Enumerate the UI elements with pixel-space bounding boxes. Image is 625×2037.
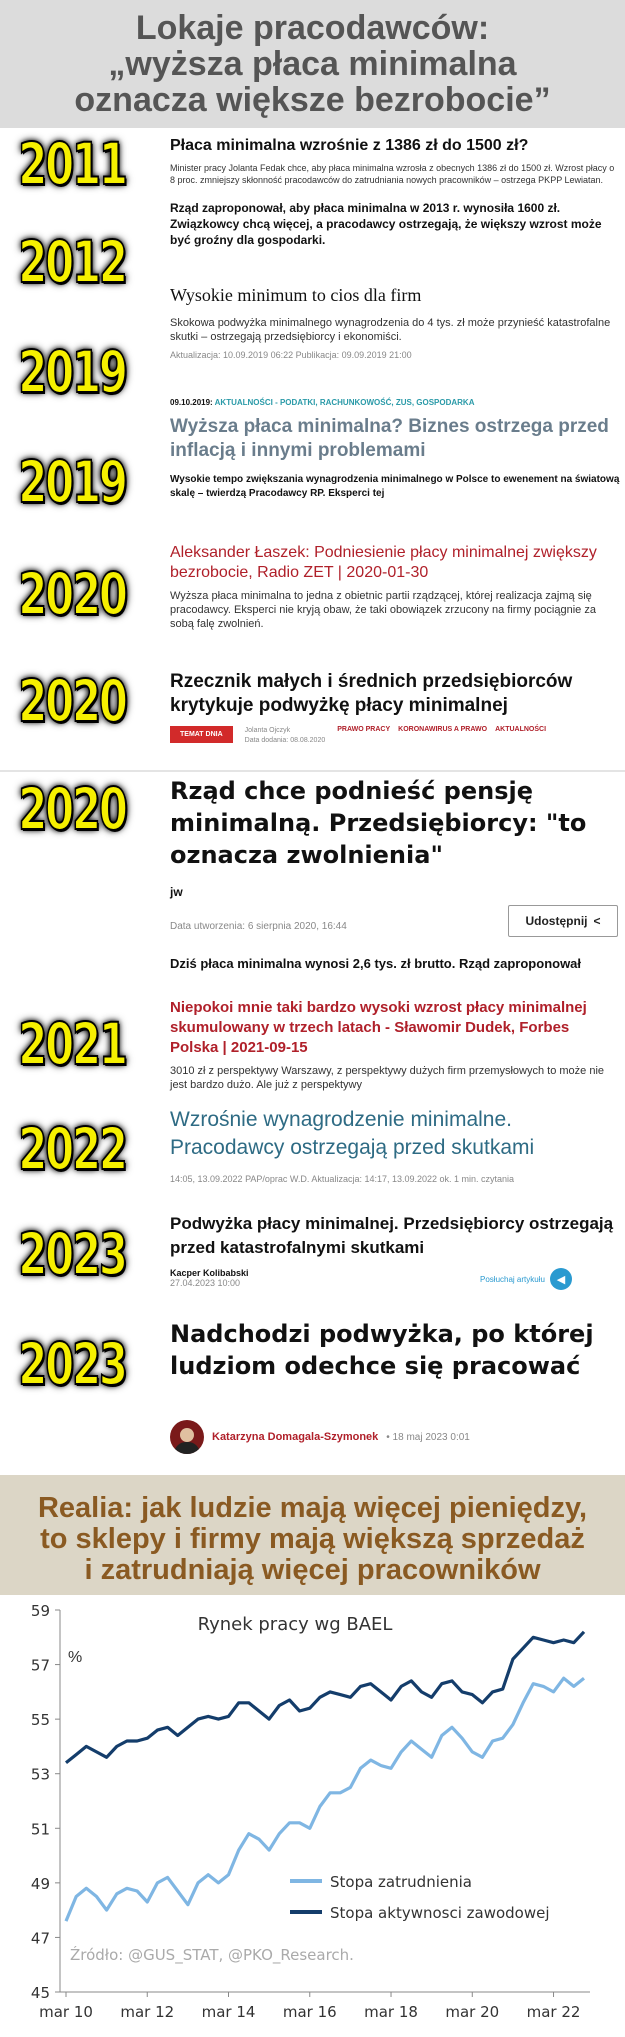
- y-tick-label: 53: [30, 1765, 50, 1784]
- tag-badge[interactable]: TEMAT DNIA: [170, 726, 233, 743]
- clip-2011: [170, 136, 620, 248]
- clip-headline: Płaca minimalna wzrośnie z 1386 zł do 1500 zł?: [170, 137, 529, 154]
- y-tick-label: 45: [30, 1984, 50, 2002]
- clip-lead: Rząd zaproponował, aby płaca minimalna w 2013 r. wynosiła 1600 zł. Związkowcy chcą więcej, a pracodawcy ostrzegają, że większy wzrost może być groźny dla gospodarki.: [170, 201, 602, 247]
- y-tick-label: 59: [30, 1602, 50, 1620]
- x-tick-label: mar 20: [445, 2003, 500, 2021]
- clip-date: Data dodania: 08.08.2020: [244, 737, 326, 744]
- reality-banner: [0, 1475, 625, 1595]
- clip-headline: Podwyżka płacy minimalnej. Przedsiębiorcy ostrzegają przed katastrofalnymi skutkami: [170, 1214, 614, 1257]
- clip-2020-zwolnienia: [170, 775, 620, 971]
- year-label: 2020: [18, 667, 126, 735]
- divider: [0, 770, 625, 772]
- chart-source: Źródło: @GUS_STAT, @PKO_Research.: [70, 1946, 354, 1964]
- clip-2021: [170, 998, 620, 1092]
- chart-unit: %: [68, 1649, 83, 1666]
- clip-headline: Rzecznik małych i średnich przedsiębiorców krytykuje podwyżkę płacy minimalnej: [170, 671, 573, 716]
- clip-headline: Wzrośnie wynagrodzenie minimalne. Pracodawcy ostrzegają przed skutkami: [170, 1108, 535, 1159]
- clip-2020-rzecznik: [170, 670, 620, 746]
- year-label: 2019: [18, 338, 126, 406]
- x-tick-label: mar 22: [526, 2003, 581, 2021]
- avatar: [170, 1420, 204, 1454]
- clip-meta: 14:05, 13.09.2022 PAP/oprac W.D. Aktualizacja: 14:17, 13.09.2022 ok. 1 min. czytania: [170, 1174, 515, 1184]
- year-label: 2019: [18, 448, 126, 516]
- top-title-line-3: oznacza większe bezrobocie”: [74, 81, 551, 119]
- clip-headline: Rząd chce podnieść pensję minimalną. Przedsiębiorcy: "to oznacza zwolnienia": [170, 777, 587, 869]
- chart-title: Rynek pracy wg BAEL: [197, 1614, 393, 1635]
- x-tick-label: mar 12: [120, 2003, 175, 2021]
- clip-author: jw: [170, 885, 183, 899]
- category-link[interactable]: PRAWO PRACY: [337, 726, 391, 733]
- category-link[interactable]: AKTUALNOŚCI: [495, 726, 547, 733]
- clip-headline: Niepokoi mnie taki bardzo wysoki wzrost płacy minimalnej skumulowany w trzech latach - Sławomir Dudek, Forbes Polska | 2021-09-15: [170, 999, 587, 1056]
- clip-2022: [170, 1106, 620, 1184]
- year-label: 2012: [18, 228, 126, 296]
- clip-headline: Wyższa płaca minimalna? Biznes ostrzega przed inflacją i innymi problemami: [170, 416, 609, 461]
- clip-author: Jolanta Ojczyk: [244, 727, 291, 734]
- year-label: 2022: [18, 1115, 126, 1183]
- clip-2023-domagala: [170, 1318, 620, 1454]
- year-label: 2020: [18, 560, 126, 628]
- speaker-icon: ◀: [550, 1268, 572, 1290]
- clip-date: Data utworzenia: 6 sierpnia 2020, 16:44: [170, 921, 347, 932]
- x-tick-label: mar 10: [39, 2003, 93, 2021]
- y-tick-label: 55: [30, 1711, 50, 1730]
- clip-author: Kacper Kolibabski: [170, 1268, 249, 1278]
- clip-lead: Dziś płaca minimalna wynosi 2,6 tys. zł brutto. Rząd zaproponował: [170, 956, 582, 971]
- reality-line-1: Realia: jak ludzie mają więcej pieniędzy,: [37, 1492, 588, 1524]
- clip-lead: Wysokie tempo zwiększania wynagrodzenia minimalnego w Polsce to ewenement na światową skalę – twierdzą Pracodawcy RP. Eksperci tej: [170, 474, 620, 499]
- top-title-banner: [0, 0, 625, 128]
- x-tick-label: mar 18: [364, 2003, 418, 2021]
- reality-line-3: i zatrudniają więcej pracowników: [84, 1554, 541, 1586]
- clip-headline: Aleksander Łaszek: Podniesienie płacy minimalnej zwiększy bezrobocie, Radio ZET | 2020-01-30: [170, 544, 597, 581]
- reality-line-2: to sklepy i firmy mają większą sprzedaż: [40, 1523, 585, 1555]
- clip-meta: Aktualizacja: 10.09.2019 06:22 Publikacja: 09.09.2019 21:00: [170, 350, 412, 360]
- top-title-line-2: „wyższa płaca minimalna: [108, 45, 517, 83]
- series-line-employment: [66, 1678, 584, 1921]
- clip-kicker: AKTUALNOŚCI - PODATKI, RACHUNKOWOŚĆ, ZUS, GOSPODARKA: [214, 398, 475, 407]
- top-title-line-1: Lokaje pracodawców:: [135, 9, 490, 47]
- clip-headline: Wysokie minimum to cios dla firm: [170, 285, 422, 305]
- share-icon: <: [593, 914, 601, 928]
- chart-svg: [0, 1598, 625, 2037]
- clip-body: Minister pracy Jolanta Fedak chce, aby płaca minimalna wzrosła z obecnych 1386 zł do 1500 zł. Wzrost płacy o 8 proc. zmniejszy skłonność pracodawców do zatrudniania nowych pracowników – ostrzega PKPP Lewiatan.: [170, 163, 615, 185]
- series-line-activity: [66, 1632, 584, 1763]
- listen-label: Posłuchaj artykułu: [480, 1274, 545, 1284]
- year-label: 2021: [18, 1010, 126, 1078]
- x-tick-label: mar 16: [282, 2003, 337, 2021]
- labour-market-chart: [0, 1598, 625, 2037]
- clip-author[interactable]: Katarzyna Domagala-Szymonek: [212, 1431, 379, 1443]
- clip-body: 3010 zł z perspektywy Warszawy, z perspektywy dużych firm przemysłowych to może nie jest bardzo dużo. Ale już z perspektywy: [170, 1065, 605, 1091]
- category-link[interactable]: KORONAWIRUS A PRAWO: [398, 726, 488, 733]
- year-label: 2023: [18, 1220, 126, 1288]
- legend-label-employment: Stopa zatrudnienia: [330, 1873, 472, 1891]
- clip-date: 27.04.2023 10:00: [170, 1278, 241, 1288]
- clip-headline: Nadchodzi podwyżka, po której ludziom odechce się pracować: [170, 1320, 594, 1380]
- x-tick-label: mar 14: [201, 2003, 256, 2021]
- legend-label-activity: Stopa aktywnosci zawodowej: [330, 1904, 550, 1922]
- clip-body: Wyższa płaca minimalna to jedna z obietnic partii rządzącej, której realizacja zajmą się pracodawcy. Eksperci nie kryją obaw, że taki obowiązek zrzucony na firmy pociągnie za sobą falę zwolnień.: [170, 590, 596, 630]
- clip-kicker-date: 09.10.2019:: [170, 398, 213, 407]
- y-tick-label: 51: [30, 1820, 50, 1839]
- clip-2012: [170, 284, 620, 360]
- year-label: 2023: [18, 1330, 126, 1398]
- y-tick-label: 47: [30, 1929, 50, 1948]
- share-label: Udostępnij: [525, 914, 588, 928]
- y-tick-label: 49: [30, 1874, 50, 1893]
- clip-date: • 18 maj 2023 0:01: [386, 1431, 470, 1443]
- year-label: 2011: [18, 130, 126, 198]
- listen-button[interactable]: [480, 1268, 572, 1290]
- year-label: 2020: [18, 775, 126, 843]
- y-tick-label: 57: [30, 1656, 50, 1675]
- clip-2020-radiozet: [170, 543, 620, 631]
- clip-body: Skokowa podwyżka minimalnego wynagrodzenia do 4 tys. zł może przynieść katastrofalne skutki – ostrzegają przedsiębiorcy i ekonomiści.: [170, 317, 611, 343]
- share-button[interactable]: [508, 905, 618, 937]
- clip-2019: [170, 398, 620, 501]
